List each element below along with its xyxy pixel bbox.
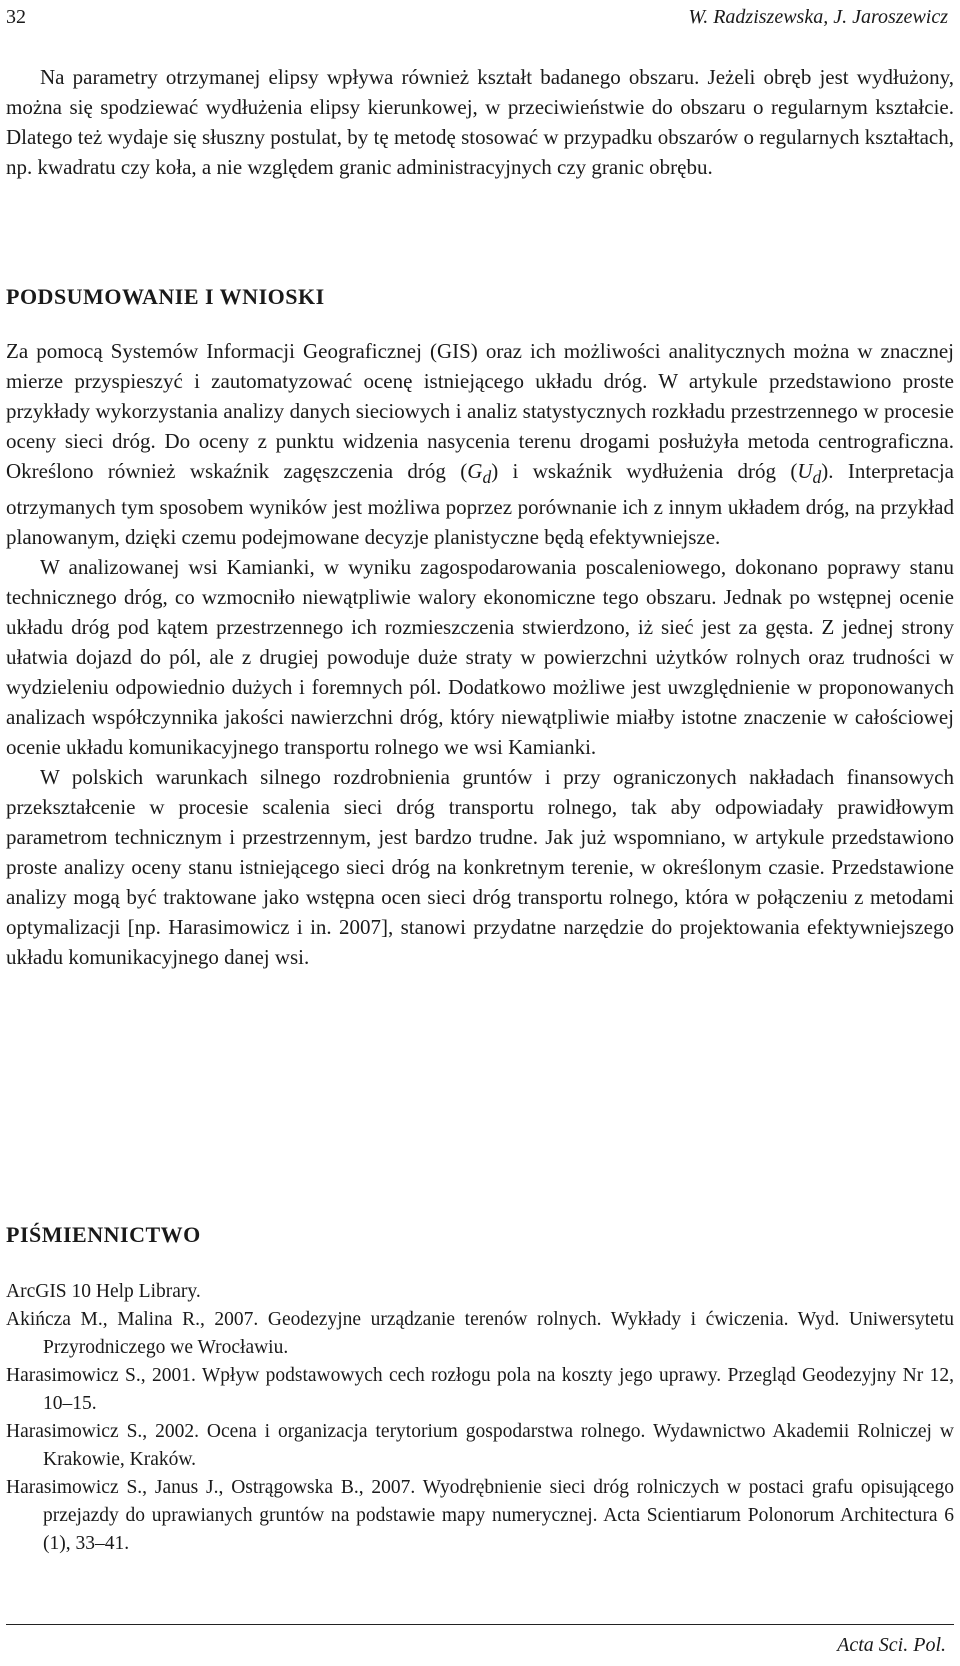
reference-item: Akińcza M., Malina R., 2007. Geodezyjne urządzanie terenów rolnych. Wykłady i ćwiczenia. Wyd. Uniwersytetu Przyrodniczego we Wrocławiu. <box>6 1309 954 1358</box>
reference-item: Harasimowicz S., 2001. Wpływ podstawowych cech rozłogu pola na koszty jego uprawy. Przegląd Geodezyjny Nr 12, 10–15. <box>6 1365 954 1414</box>
summary-paragraph-1 <box>6 336 954 552</box>
reference-item: ArcGIS 10 Help Library. <box>6 1281 201 1302</box>
references-list <box>6 1278 954 1558</box>
summary-p1-text-a: Za pomocą Systemów Informacji Geograficznej (GIS) oraz ich możliwości analitycznych można w znacznej mierze przyspieszyć i zautomatyzować ocenę istniejącego układu dróg. W artykule przedstawiono proste przykłady wykorzystania analizy danych sieciowych i analiz statystycznych rozkładu przestrzennego w procesie oceny sieci dróg. Do oceny z punktu widzenia nasycenia terenu drogami posłużyła metoda centrograficzna. Określono również wskaźnik zagęszczenia dróg ( <box>6 339 954 483</box>
intro-paragraph: Na parametry otrzymanej elipsy wpływa również kształt badanego obszaru. Jeżeli obręb jest wydłużony, można się spodziewać wydłużenia elipsy kierunkowej, w przeciwieństwie do obszaru o regularnym kształcie. Dlatego też wydaje się słuszny postulat, by tę metodę stosować w przypadku obszarów o regularnych kształtach, np. kwadratu czy koła, a nie względem granic administracyjnych czy granic obrębu. <box>6 65 954 179</box>
reference-item: Harasimowicz S., Janus J., Ostrągowska B., 2007. Wyodrębnienie sieci dróg rolniczych w postaci grafu opisującego przejazdy do uprawianych gruntów na podstawie mapy numerycznej. Acta Scientiarum Polonorum Architectura 6 (1), 33–41. <box>6 1477 954 1554</box>
summary-paragraph-2: W analizowanej wsi Kamianki, w wyniku zagospodarowania poscaleniowego, dokonano poprawy stanu technicznego dróg, co wzmocniło niewątpliwie walory ekonomiczne tego obszaru. Jednak po wstępnej ocenie układu dróg pod kątem przestrzennego ich rozmieszczenia stwierdzono, iż sieć jest za gęsta. Z jednej strony ułatwia dojazd do pól, ale z drugiej powoduje duże straty w powierzchni użytków rolnych oraz trudności w wydzieleniu odpowiednio dużych i foremnych pól. Dodatkowo możliwe jest uwzględnienie w proponowanych analizach współczynnika jakości nawierzchni dróg, który niewątpliwie miałby istotne znaczenie w całościowej ocenie układu komunikacyjnego transportu rolnego we wsi Kamianki. <box>6 555 954 760</box>
summary-heading: PODSUMOWANIE I WNIOSKI <box>6 284 325 309</box>
page-number: 32 <box>6 6 26 28</box>
summary-p1-text-c: ). Interpretacja otrzymanych tym sposobem wyników jest możliwa poprzez porównanie ich z innym układem dróg, na przykład planowanym, dzięki czemu podejmowane decyzje planistyczne będą efektywniejsze. <box>6 459 954 550</box>
references-heading: PIŚMIENNICTWO <box>6 1222 201 1247</box>
page-header <box>6 6 948 34</box>
intro-section <box>6 62 954 182</box>
journal-footer: Acta Sci. Pol. <box>837 1634 946 1656</box>
symbol-g: G <box>467 459 483 483</box>
subscript-d: d <box>482 467 492 488</box>
footer-rule <box>6 1624 954 1625</box>
symbol-u: U <box>797 459 813 483</box>
summary-section <box>6 336 954 972</box>
running-title: W. Radziszewska, J. Jaroszewicz <box>688 6 948 28</box>
summary-p1-text-b: ) i wskaźnik wydłużenia dróg ( <box>491 459 798 483</box>
summary-paragraph-3: W polskich warunkach silnego rozdrobnienia gruntów i przy ograniczonych nakładach finansowych przekształcenie w procesie scalenia sieci dróg transportu rolnego, tak aby odpowiadały prawidłowym parametrom technicznym i przestrzennym, jest bardzo trudne. Jak już wspomniano, w artykule przedstawiono proste analizy oceny stanu istniejącego sieci dróg na konkretnym terenie, w określonym czasie. Przedstawione analizy mogą być traktowane jako wstępna ocen sieci dróg transportu rolnego, która w połączeniu z metodami optymalizacji [np. Harasimowicz i in. 2007], stanowi przydatne narzędzie do projektowania efektywniejszego układu komunikacyjnego danej wsi. <box>6 765 954 970</box>
subscript-d-2: d <box>812 467 822 488</box>
reference-item: Harasimowicz S., 2002. Ocena i organizacja terytorium gospodarstwa rolnego. Wydawnictwo Akademii Rolniczej w Krakowie, Kraków. <box>6 1421 954 1470</box>
